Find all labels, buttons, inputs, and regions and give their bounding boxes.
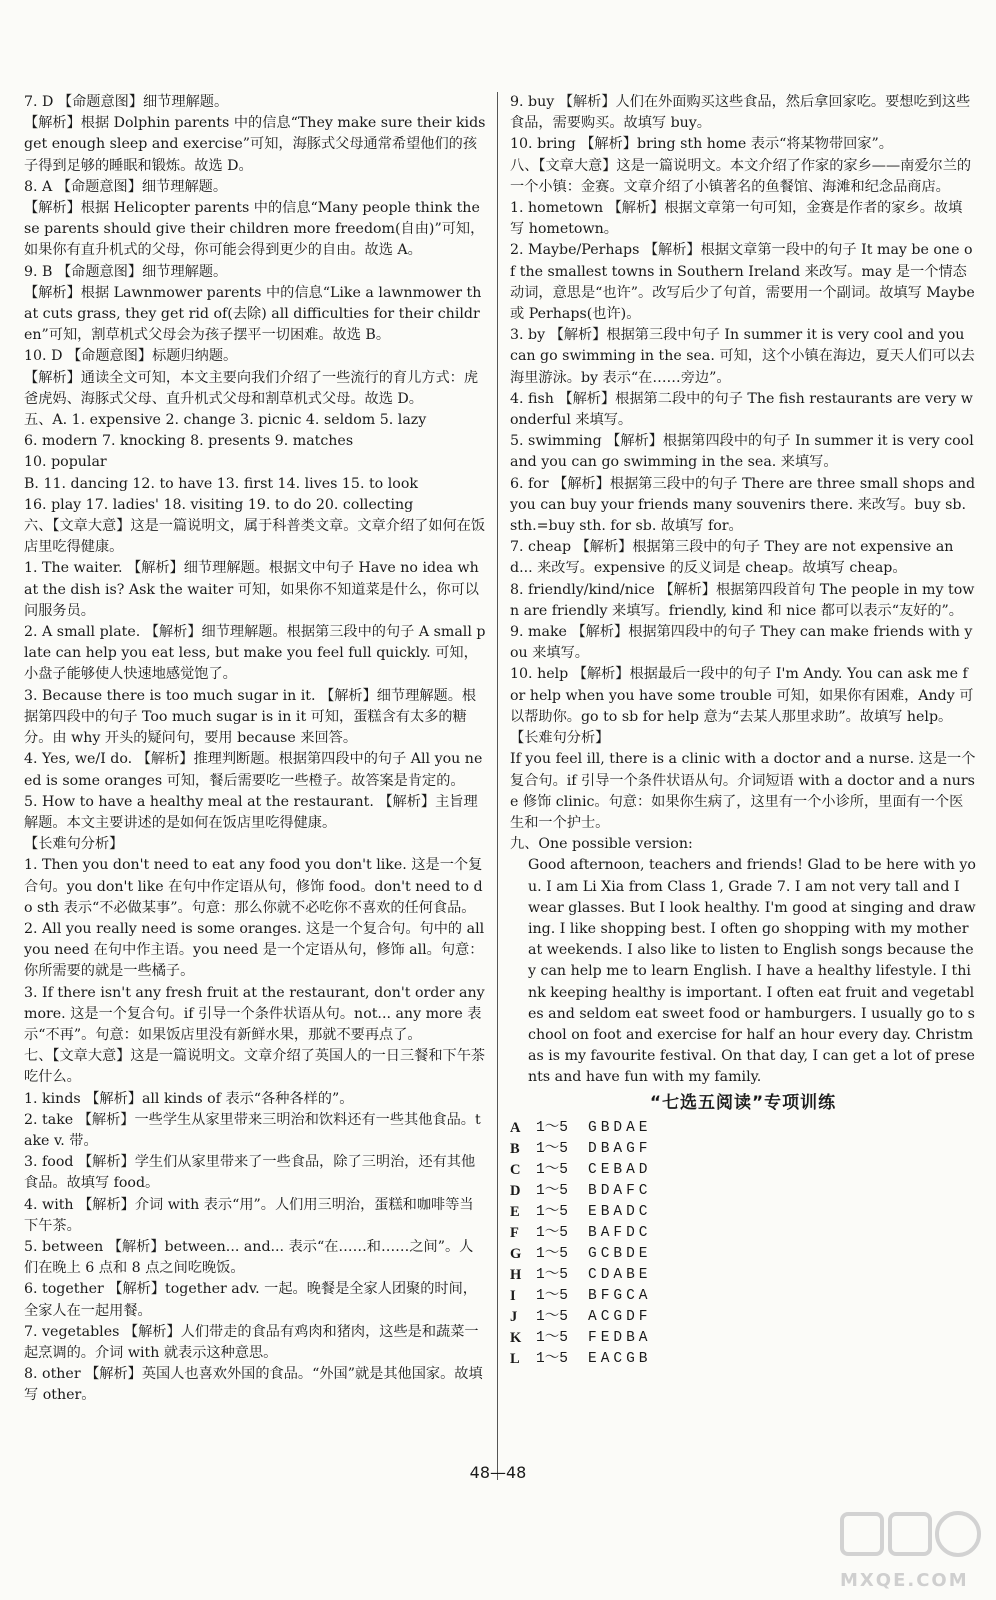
para-l12: 16. play 17. ladies' 18. visiting 19. to do 20. collecting — [24, 496, 414, 513]
answer-row — [510, 1244, 976, 1265]
para-r13: 【长难句分析】 — [510, 730, 610, 747]
page-number: 48—48 — [469, 1463, 527, 1482]
answer-range: 1～5 — [536, 1161, 568, 1178]
answer-set-letter: B — [510, 1140, 520, 1157]
left-column — [24, 92, 487, 1407]
answer-set-letter: H — [510, 1266, 522, 1283]
answer-letters: EBADC — [588, 1203, 652, 1220]
para-l23: 七、【文章大意】这是一篇说明文。文章介绍了英国人的一日三餐和下午茶吃什么。 — [24, 1048, 486, 1086]
para-r15: 九、One possible version: — [510, 836, 693, 853]
answer-row — [510, 1160, 976, 1181]
answer-row — [510, 1202, 976, 1223]
answer-letters: FEDBA — [588, 1329, 652, 1346]
para-l11: B. 11. dancing 12. to have 13. first 14. lives 15. to look — [24, 475, 418, 492]
para-r0: 9. buy 【解析】人们在外面购买这些食品，然后拿回家吃。要想吃到这些食品，需要购买。故填写 buy。 — [510, 94, 971, 132]
right-column — [510, 92, 976, 1370]
answer-row — [510, 1118, 976, 1139]
answer-range: 1～5 — [536, 1203, 568, 1220]
answer-range: 1～5 — [536, 1119, 568, 1136]
para-l3: 【解析】根据 Helicopter parents 中的信息“Many people think these parents should give their children more freedom(自由)”可知，如果你有直升机式的父母，你可能会得到更少的自由。故选 A。 — [24, 200, 485, 259]
para-l28: 5. between 【解析】between... and... 表示“在……和……之间”。人们在晚上 6 点和 8 点之间吃晚饭。 — [24, 1238, 474, 1277]
answer-row — [510, 1349, 976, 1370]
answer-set-letter: F — [510, 1224, 519, 1241]
answer-letters: GCBDE — [588, 1245, 652, 1262]
para-l16: 3. Because there is too much sugar in it. 【解析】细节理解题。根据第四段中的句子 Too much sugar is in it 可知，蛋糕含有太多的糖分。由 why 开头的疑问句，要用 because 来回答。 — [24, 687, 477, 747]
para-r11: 9. make 【解析】根据第四段中的句子 They can make friends with you 来填写。 — [510, 624, 973, 662]
answer-set-letter: A — [510, 1119, 521, 1136]
para-l9: 6. modern 7. knocking 8. presents 9. matches — [24, 433, 354, 450]
column-divider — [497, 92, 498, 1480]
answer-range: 1～5 — [536, 1245, 568, 1262]
para-l25: 2. take 【解析】一些学生从家里带来三明治和饮料还有一些其他食品。take v. 带。 — [24, 1111, 481, 1149]
answer-range: 1～5 — [536, 1350, 568, 1367]
para-r1: 10. bring 【解析】bring sth home 表示“将某物带回家”。 — [510, 136, 893, 153]
para-l26: 3. food 【解析】学生们从家里带来了一些食品，除了三明治，还有其他食品。故填写 food。 — [24, 1154, 476, 1192]
para-l13: 六、【文章大意】这是一篇说明文，属于科普类文章。文章介绍了如何在饭店里吃得健康。 — [24, 518, 486, 556]
answer-set-letter: C — [510, 1161, 521, 1178]
watermark-text: MXQE.COM — [840, 1570, 969, 1591]
para-r10: 8. friendly/kind/nice 【解析】根据第四段首句 The people in my town are friendly 来填写。friendly, kind 和 nice 都可以表示“友好的”。 — [510, 581, 975, 619]
para-r3: 1. hometown 【解析】根据文章第一句可知，金赛是作者的家乡。故填写 hometown。 — [510, 200, 963, 238]
essay-para: Good afternoon, teachers and friends! Glad to be here with you. I am Li Xia from Class 1, Grade 7. I am not very tall and I wear glasses. But I look healthy. I'm good at singing and drawing. I like shopping best. I often go shopping with my mother at weekends. I also like to listen to English songs because they can help me to learn English. I have a healthy lifestyle. I think keeping healthy is important. I often eat fruit and vegetables and seldom eat sweet food or hamburgers. I usually go to school on foot and exercise for half an hour every day. Christmas is my favourite festival. On that day, I can get a lot of presents and have fun with my family. — [528, 857, 976, 1086]
answer-list — [510, 1118, 976, 1370]
para-l30: 7. vegetables 【解析】人们带走的食品有鸡肉和猪肉，这些是和蔬菜一起烹调的。介词 with 就表示这种意思。 — [24, 1323, 479, 1361]
answer-letters: EACGB — [588, 1350, 652, 1367]
para-l0: 7. D 【命题意图】细节理解题。 — [24, 94, 229, 110]
para-l2: 8. A 【命题意图】细节理解题。 — [24, 178, 228, 195]
answer-letters: CEBAD — [588, 1161, 652, 1178]
answer-letters: DBAGF — [588, 1140, 652, 1157]
answer-letters: BDAFC — [588, 1182, 652, 1199]
para-l18: 5. How to have a healthy meal at the restaurant. 【解析】主旨理解题。本文主要讲述的是如何在饭店里吃得健康。 — [24, 793, 478, 831]
para-l8: 五、A. 1. expensive 2. change 3. picnic 4. seldom 5. lazy — [24, 412, 427, 429]
answer-row — [510, 1328, 976, 1349]
para-l21: 2. All you really need is some oranges. 这是一个复合句。句中的 all you need 在句中作主语。you need 是一个定语从句，修饰 all。句意：你所需要的就是一些橘子。 — [24, 920, 485, 980]
answer-letters: GBDAE — [588, 1119, 652, 1136]
para-l10: 10. popular — [24, 454, 107, 471]
answer-row — [510, 1139, 976, 1160]
para-l6: 10. D 【命题意图】标题归纳题。 — [24, 348, 238, 365]
answer-range: 1～5 — [536, 1224, 568, 1241]
answer-letters: BAFDC — [588, 1224, 652, 1241]
answer-letters: ACGDF — [588, 1308, 652, 1325]
para-r7: 5. swimming 【解析】根据第四段中的句子 In summer it is very cool and you can go swimming in the sea. 来填写。 — [510, 433, 974, 471]
answer-set-letter: L — [510, 1350, 520, 1367]
answer-set-letter: G — [510, 1245, 522, 1262]
section-title: “七选五阅读”专项训练 — [649, 1092, 837, 1113]
answer-letters: CDABE — [588, 1266, 652, 1283]
para-l24: 1. kinds 【解析】all kinds of 表示“各种各样的”。 — [24, 1090, 354, 1107]
answer-row — [510, 1223, 976, 1244]
answer-row — [510, 1181, 976, 1202]
answer-range: 1～5 — [536, 1287, 568, 1304]
para-l5: 【解析】根据 Lawnmower parents 中的信息“Like a lawnmower that cuts grass, they get rid of(去除) all difficulties for their children”可知，割草机式父母会为孩子摆平一切困难。故选 B。 — [24, 284, 482, 344]
answer-set-letter: E — [510, 1203, 520, 1220]
answer-set-letter: K — [510, 1329, 522, 1346]
para-r5: 3. by 【解析】根据第三段中句子 In summer it is very cool and you can go swimming in the sea. 可知，这个小镇在海边，夏天人们可以去海里游泳。by 表示“在……旁边”。 — [510, 327, 975, 386]
para-l29: 6. together 【解析】together adv. 一起。晚餐是全家人团聚的时间，全家人在一起用餐。 — [24, 1281, 477, 1319]
para-l4: 9. B 【命题意图】细节理解题。 — [24, 263, 228, 280]
answer-row — [510, 1286, 976, 1307]
para-r8: 6. for 【解析】根据第三段中的句子 There are three small shops and you can buy your friends many souvenirs there. 来改写。buy sb. sth.=buy sth. for sb. 故填写 for。 — [510, 475, 976, 535]
answer-letters: BFGCA — [588, 1287, 652, 1304]
para-l20: 1. Then you don't need to eat any food you don't like. 这是一个复合句。you don't like 在句中作定语从句，修饰 food。don't need to do sth 表示“不必做某事”。句意：那么你就不必吃你不喜欢的任何食品。 — [24, 857, 483, 916]
answer-range: 1～5 — [536, 1182, 568, 1199]
para-r2: 八、【文章大意】这是一篇说明文。本文介绍了作家的家乡——南爱尔兰的一个小镇：金赛。文章介绍了小镇著名的鱼餐馆、海滩和纪念品商店。 — [510, 157, 972, 195]
answer-range: 1～5 — [536, 1308, 568, 1325]
para-l27: 4. with 【解析】介词 with 表示“用”。人们用三明治，蛋糕和咖啡等当下午茶。 — [24, 1196, 474, 1234]
para-l17: 4. Yes, we/I do. 【解析】推理判断题。根据第四段中的句子 All you need is some oranges 可知，餐后需要吃一些橙子。故答案是肯定的。 — [24, 751, 483, 789]
answer-range: 1～5 — [536, 1140, 568, 1157]
para-l19: 【长难句分析】 — [24, 836, 124, 853]
para-r9: 7. cheap 【解析】根据第三段中的句子 They are not expensive and... 来改写。expensive 的反义词是 cheap。故填写 cheap。 — [510, 539, 954, 577]
answer-range: 1～5 — [536, 1266, 568, 1283]
para-l7: 【解析】通读全文可知，本文主要向我们介绍了一些流行的育儿方式：虎爸虎妈、海豚式父母、直升机式父母和割草机式父母。故选 D。 — [24, 369, 479, 407]
para-r6: 4. fish 【解析】根据第二段中的句子 The fish restaurants are very wonderful 来填写。 — [510, 390, 973, 429]
para-r4: 2. Maybe/Perhaps 【解析】根据文章第一段中的句子 It may be one of the smallest towns in Southern Ireland 来改写。may 是一个情态动词，意思是“也许”。改写后少了句首，需要用一个副词。故填写 Maybe 或 Perhaps(也许)。 — [510, 242, 975, 323]
answer-set-letter: D — [510, 1182, 521, 1199]
answer-set-letter: I — [510, 1287, 516, 1304]
answer-range: 1～5 — [536, 1329, 568, 1346]
para-l31: 8. other 【解析】英国人也喜欢外国的食品。“外国”就是其他国家。故填写 other。 — [24, 1366, 483, 1404]
answer-set-letter: J — [510, 1308, 518, 1325]
para-r12: 10. help 【解析】根据最后一段中的句子 I'm Andy. You can ask me for help when you have some trouble 可知，如果你有困难，Andy 可以帮助你。go to sb for help 意为“去某人那里求助”。故填写 help。 — [510, 666, 974, 725]
para-l1: 【解析】根据 Dolphin parents 中的信息“They make sure their kids get enough sleep and exercise”可知，海豚式父母通常希望他们的孩子得到足够的睡眠和锻炼。故选 D。 — [24, 115, 486, 174]
para-r14: If you feel ill, there is a clinic with a doctor and a nurse. 这是一个复合句。if 引导一个条件状语从句。介词短语 with a doctor and a nurse 修饰 clinic。句意：如果你生病了，这里有一个小诊所，里面有一个医生和一个护士。 — [510, 751, 976, 831]
answer-row — [510, 1307, 976, 1328]
para-l15: 2. A small plate. 【解析】细节理解题。根据第三段中的句子 A small plate can help you eat less, but make you feel full quickly. 可知，小盘子能够使人快速地感觉饱了。 — [24, 624, 486, 683]
para-l22: 3. If there isn't any fresh fruit at the restaurant, don't order any more. 这是一个复合句。if 引导一个条件状语从句。not... any more 表示“不再”。句意：如果饭店里没有新鲜水果，那就不要再点了。 — [24, 984, 485, 1043]
para-l14: 1. The waiter. 【解析】细节理解题。根据文中句子 Have no idea what the dish is? Ask the waiter 可知，如果你不知道菜是什么，你可以问服务员。 — [24, 560, 479, 619]
answer-row — [510, 1265, 976, 1286]
